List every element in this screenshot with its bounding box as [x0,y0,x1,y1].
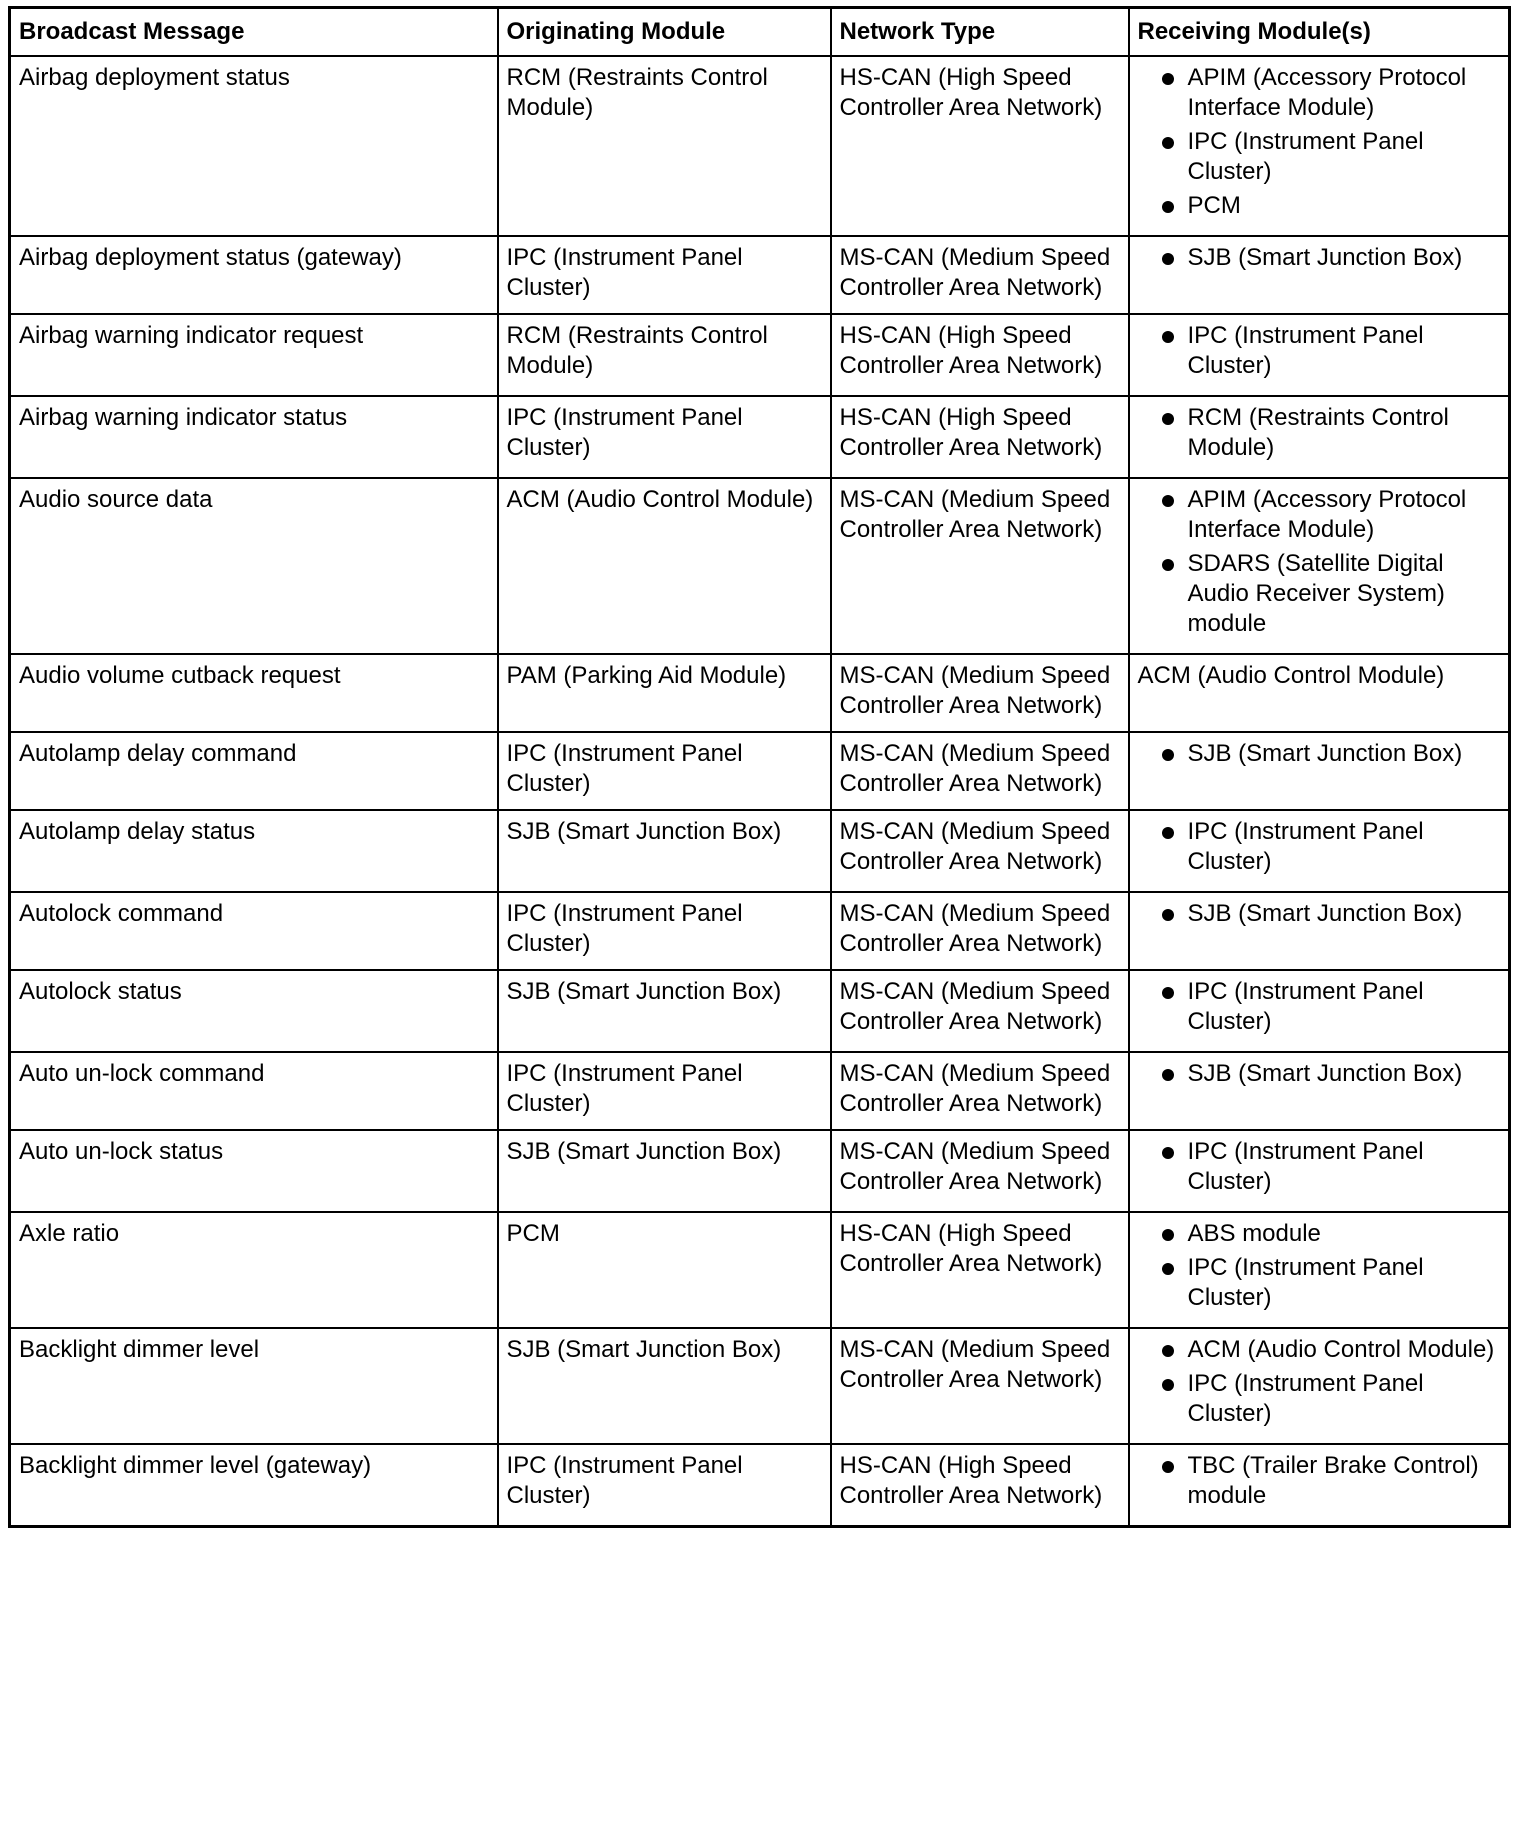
network-type-cell: HS-CAN (High Speed Controller Area Network) [831,396,1129,478]
receiving-module-text: SJB (Smart Junction Box) [1187,244,1463,271]
originating-module-cell: RCM (Restraints Control Module) [498,56,831,236]
bullet-icon [1162,909,1174,921]
bullet-icon [1162,1229,1174,1241]
receiving-modules-list [1138,485,1501,639]
broadcast-message-cell: Airbag deployment status [10,56,498,236]
bullet-icon [1162,827,1174,839]
receiving-module-text: SJB (Smart Junction Box) [1187,900,1463,927]
originating-module-cell: SJB (Smart Junction Box) [498,970,831,1052]
receiving-module-item [1138,899,1501,929]
receiving-modules-list [1138,403,1501,463]
receiving-module-item [1138,127,1501,187]
receiving-module-text: APIM (Accessory Protocol Interface Module) [1187,486,1467,543]
receiving-modules-list [1138,1335,1501,1429]
broadcast-message-cell: Autolock command [10,892,498,970]
receiving-module-item [1138,1369,1501,1429]
broadcast-message-cell: Autolamp delay status [10,810,498,892]
originating-module-cell: SJB (Smart Junction Box) [498,1130,831,1212]
network-type-cell: MS-CAN (Medium Speed Controller Area Network) [831,810,1129,892]
receiving-module-text: SJB (Smart Junction Box) [1187,1060,1463,1087]
table-row [10,1130,1510,1212]
network-type-cell: MS-CAN (Medium Speed Controller Area Network) [831,1130,1129,1212]
receiving-modules-list [1138,1059,1501,1089]
originating-module-cell: IPC (Instrument Panel Cluster) [498,1052,831,1130]
receiving-module-text: IPC (Instrument Panel Cluster) [1187,1254,1424,1311]
bullet-icon [1162,413,1174,425]
receiving-module-item [1138,191,1501,221]
receiving-module-text: SDARS (Satellite Digital Audio Receiver System) module [1187,550,1445,637]
receiving-modules-list [1138,63,1501,221]
receiving-modules-cell [1129,1130,1510,1212]
receiving-modules-cell [1129,654,1510,732]
receiving-modules-cell [1129,1328,1510,1444]
receiving-modules-cell [1129,1444,1510,1527]
receiving-module-item [1138,1137,1501,1197]
bullet-icon [1162,1263,1174,1275]
receiving-modules-list [1138,739,1501,769]
network-type-cell: HS-CAN (High Speed Controller Area Network) [831,1444,1129,1527]
header-receiving-modules: Receiving Module(s) [1129,8,1510,57]
broadcast-message-cell: Axle ratio [10,1212,498,1328]
table-row [10,970,1510,1052]
receiving-module-text: IPC (Instrument Panel Cluster) [1187,1138,1424,1195]
originating-module-cell: SJB (Smart Junction Box) [498,1328,831,1444]
receiving-module-item [1138,1451,1501,1511]
receiving-modules-list [1138,1451,1501,1511]
network-type-cell: MS-CAN (Medium Speed Controller Area Network) [831,892,1129,970]
broadcast-message-cell: Autolamp delay command [10,732,498,810]
table-row [10,396,1510,478]
receiving-module-text: SJB (Smart Junction Box) [1187,740,1463,767]
network-type-cell: HS-CAN (High Speed Controller Area Network) [831,56,1129,236]
originating-module-cell: IPC (Instrument Panel Cluster) [498,732,831,810]
originating-module-cell: IPC (Instrument Panel Cluster) [498,396,831,478]
bullet-icon [1162,201,1174,213]
table-row [10,314,1510,396]
bullet-icon [1162,253,1174,265]
bullet-icon [1162,1147,1174,1159]
table-row [10,478,1510,654]
table-row [10,1052,1510,1130]
receiving-modules-cell [1129,236,1510,314]
network-type-cell: HS-CAN (High Speed Controller Area Network) [831,314,1129,396]
receiving-module-text: ABS module [1187,1220,1321,1247]
receiving-modules-list [1138,1137,1501,1197]
originating-module-cell: IPC (Instrument Panel Cluster) [498,892,831,970]
bullet-icon [1162,749,1174,761]
receiving-modules-cell [1129,1212,1510,1328]
receiving-module-text: IPC (Instrument Panel Cluster) [1187,1370,1424,1427]
receiving-modules-cell [1129,810,1510,892]
receiving-modules-list [1138,977,1501,1037]
receiving-modules-list [1138,321,1501,381]
network-type-cell: MS-CAN (Medium Speed Controller Area Network) [831,236,1129,314]
network-type-cell: HS-CAN (High Speed Controller Area Network) [831,1212,1129,1328]
originating-module-cell: SJB (Smart Junction Box) [498,810,831,892]
receiving-modules-cell [1129,970,1510,1052]
bullet-icon [1162,73,1174,85]
bullet-icon [1162,495,1174,507]
bullet-icon [1162,1379,1174,1391]
broadcast-message-cell: Airbag warning indicator status [10,396,498,478]
network-type-cell: MS-CAN (Medium Speed Controller Area Network) [831,1052,1129,1130]
network-type-cell: MS-CAN (Medium Speed Controller Area Network) [831,654,1129,732]
receiving-module-item [1138,739,1501,769]
broadcast-message-cell: Backlight dimmer level (gateway) [10,1444,498,1527]
network-type-cell: MS-CAN (Medium Speed Controller Area Network) [831,478,1129,654]
bullet-icon [1162,559,1174,571]
table-row [10,654,1510,732]
receiving-modules-cell [1129,396,1510,478]
broadcast-message-cell: Airbag deployment status (gateway) [10,236,498,314]
receiving-module-text: IPC (Instrument Panel Cluster) [1187,978,1424,1035]
table-row [10,1328,1510,1444]
originating-module-cell: IPC (Instrument Panel Cluster) [498,1444,831,1527]
originating-module-cell: IPC (Instrument Panel Cluster) [498,236,831,314]
table-row [10,1212,1510,1328]
broadcast-message-cell: Autolock status [10,970,498,1052]
receiving-module-text: APIM (Accessory Protocol Interface Module) [1187,64,1467,121]
header-broadcast-message: Broadcast Message [10,8,498,57]
originating-module-cell: ACM (Audio Control Module) [498,478,831,654]
table-row [10,892,1510,970]
receiving-modules-cell [1129,892,1510,970]
receiving-modules-list [1138,899,1501,929]
receiving-module-text: RCM (Restraints Control Module) [1187,404,1449,461]
originating-module-cell: PCM [498,1212,831,1328]
receiving-module-item [1138,1219,1501,1249]
broadcast-message-cell: Backlight dimmer level [10,1328,498,1444]
receiving-module-text: PCM [1187,192,1241,219]
receiving-module-item [1138,403,1501,463]
receiving-module-item [1138,485,1501,545]
receiving-module-item [1138,321,1501,381]
originating-module-cell: RCM (Restraints Control Module) [498,314,831,396]
receiving-module-item [1138,1253,1501,1313]
receiving-module-text: IPC (Instrument Panel Cluster) [1187,128,1424,185]
table-header-row [10,8,1510,57]
table-row [10,236,1510,314]
bullet-icon [1162,1461,1174,1473]
receiving-modules-cell [1129,1052,1510,1130]
broadcast-message-cell: Audio volume cutback request [10,654,498,732]
receiving-module-item [1138,243,1501,273]
header-originating-module: Originating Module [498,8,831,57]
table-row [10,1444,1510,1527]
bullet-icon [1162,1069,1174,1081]
broadcast-message-cell: Auto un-lock status [10,1130,498,1212]
receiving-module-item [1138,817,1501,877]
broadcast-message-cell: Airbag warning indicator request [10,314,498,396]
header-network-type: Network Type [831,8,1129,57]
receiving-module-text: IPC (Instrument Panel Cluster) [1187,322,1424,379]
table-row [10,810,1510,892]
network-type-cell: MS-CAN (Medium Speed Controller Area Network) [831,1328,1129,1444]
table-body [10,56,1510,1527]
table-row [10,56,1510,236]
bullet-icon [1162,987,1174,999]
receiving-modules-list [1138,1219,1501,1313]
receiving-modules-cell [1129,56,1510,236]
receiving-module-item [1138,1059,1501,1089]
receiving-modules-list [1138,243,1501,273]
receiving-modules-cell [1129,314,1510,396]
receiving-module-text: IPC (Instrument Panel Cluster) [1187,818,1424,875]
network-type-cell: MS-CAN (Medium Speed Controller Area Network) [831,732,1129,810]
receiving-module-text: TBC (Trailer Brake Control) module [1187,1452,1479,1509]
receiving-module-item [1138,977,1501,1037]
receiving-module-item [1138,1335,1501,1365]
network-type-cell: MS-CAN (Medium Speed Controller Area Network) [831,970,1129,1052]
originating-module-cell: PAM (Parking Aid Module) [498,654,831,732]
bullet-icon [1162,137,1174,149]
broadcast-message-cell: Auto un-lock command [10,1052,498,1130]
receiving-module-text: ACM (Audio Control Module) [1187,1336,1495,1363]
receiving-modules-cell [1129,732,1510,810]
broadcast-message-table [8,6,1511,1528]
receiving-modules-list [1138,817,1501,877]
bullet-icon [1162,1345,1174,1357]
broadcast-message-cell: Audio source data [10,478,498,654]
table-row [10,732,1510,810]
bullet-icon [1162,331,1174,343]
receiving-module-item [1138,549,1501,639]
receiving-module-text: ACM (Audio Control Module) [1137,662,1445,689]
receiving-modules-cell [1129,478,1510,654]
receiving-module-item [1138,63,1501,123]
